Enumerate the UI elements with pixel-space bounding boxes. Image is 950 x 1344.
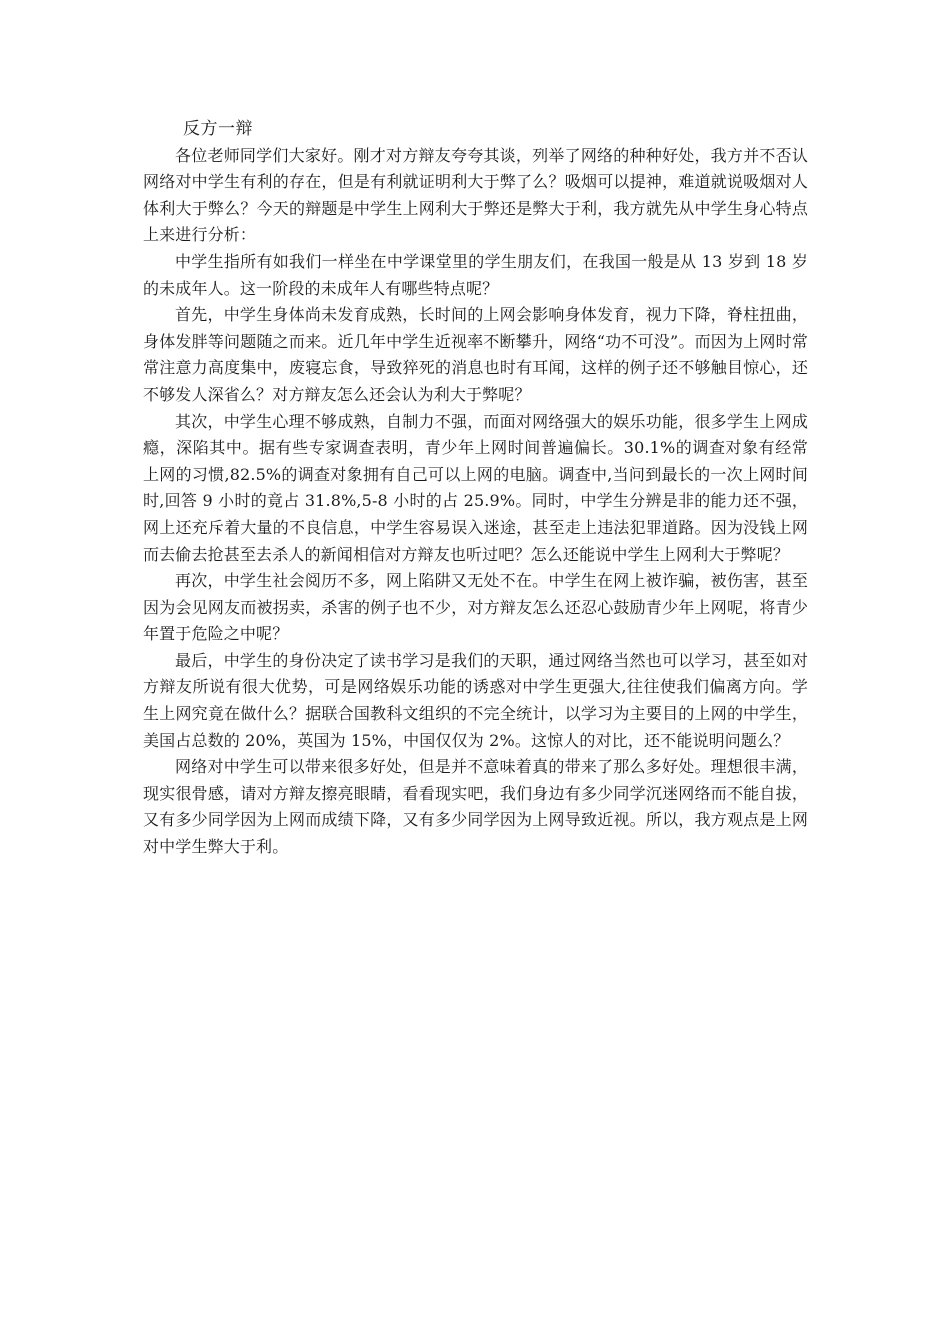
paragraph-fourth-point: 最后，中学生的身份决定了读书学习是我们的天职，通过网络当然也可以学习，甚至如对方辩友所说有很大优势，可是网络娱乐功能的诱惑对中学生更强大,往往使我们偏离方向。学生上网究竟在做什么？据联合国教科文组织的不完全统计，以学习为主要目的上网的中学生，美国占总数的 20%，英国为 15%，中国仅仅为 2%。这惊人的对比，还不能说明问题么？ <box>143 650 808 750</box>
document-body <box>143 116 808 861</box>
paragraph-second-point: 其次，中学生心理不够成熟，自制力不强，而面对网络强大的娱乐功能，很多学生上网成瘾，深陷其中。据有些专家调查表明，青少年上网时间普遍偏长。30.1%的调查对象有经常上网的习惯,82.5%的调查对象拥有自己可以上网的电脑。调查中,当问到最长的一次上网时间时,回答 9 小时的竟占 31.8%,5-8 小时的占 25.9%。同时，中学生分辨是非的能力还不强，网上还充斥着大量的不良信息，中学生容易误入迷途，甚至走上违法犯罪道路。因为没钱上网而去偷去抢甚至去杀人的新闻相信对方辩友也听过吧？怎么还能说中学生上网利大于弊呢？ <box>143 411 808 564</box>
paragraph-opening: 各位老师同学们大家好。刚才对方辩友夸夸其谈，列举了网络的种种好处，我方并不否认网络对中学生有利的存在，但是有利就证明利大于弊了么？吸烟可以提神，难道就说吸烟对人体利大于弊么？今天的辩题是中学生上网利大于弊还是弊大于利，我方就先从中学生身心特点上来进行分析： <box>143 145 808 245</box>
paragraph-definition: 中学生指所有如我们一样坐在中学课堂里的学生朋友们，在我国一般是从 13 岁到 18 岁的未成年人。这一阶段的未成年人有哪些特点呢？ <box>143 251 808 298</box>
paragraph-third-point: 再次，中学生社会阅历不多，网上陷阱又无处不在。中学生在网上被诈骗，被伤害，甚至因为会见网友而被拐卖，杀害的例子也不少，对方辩友怎么还忍心鼓励青少年上网呢，将青少年置于危险之中呢？ <box>143 571 808 644</box>
paragraph-first-point: 首先，中学生身体尚未发育成熟，长时间的上网会影响身体发育，视力下降，脊柱扭曲，身体发胖等问题随之而来。近几年中学生近视率不断攀升，网络“功不可没”。而因为上网时常常注意力高度集中，废寝忘食，导致猝死的消息也时有耳闻，这样的例子还不够触目惊心，还不够发人深省么？对方辩友怎么还会认为利大于弊呢？ <box>143 305 808 404</box>
paragraph-conclusion: 网络对中学生可以带来很多好处，但是并不意味着真的带来了那么多好处。理想很丰满，现实很骨感，请对方辩友擦亮眼睛，看看现实吧，我们身边有多少同学沉迷网络而不能自拔，又有多少同学因为上网而成绩下降，又有多少同学因为上网导致近视。所以，我方观点是上网对中学生弊大于利。 <box>143 757 808 857</box>
document-heading: 反方一辩 <box>183 119 253 139</box>
